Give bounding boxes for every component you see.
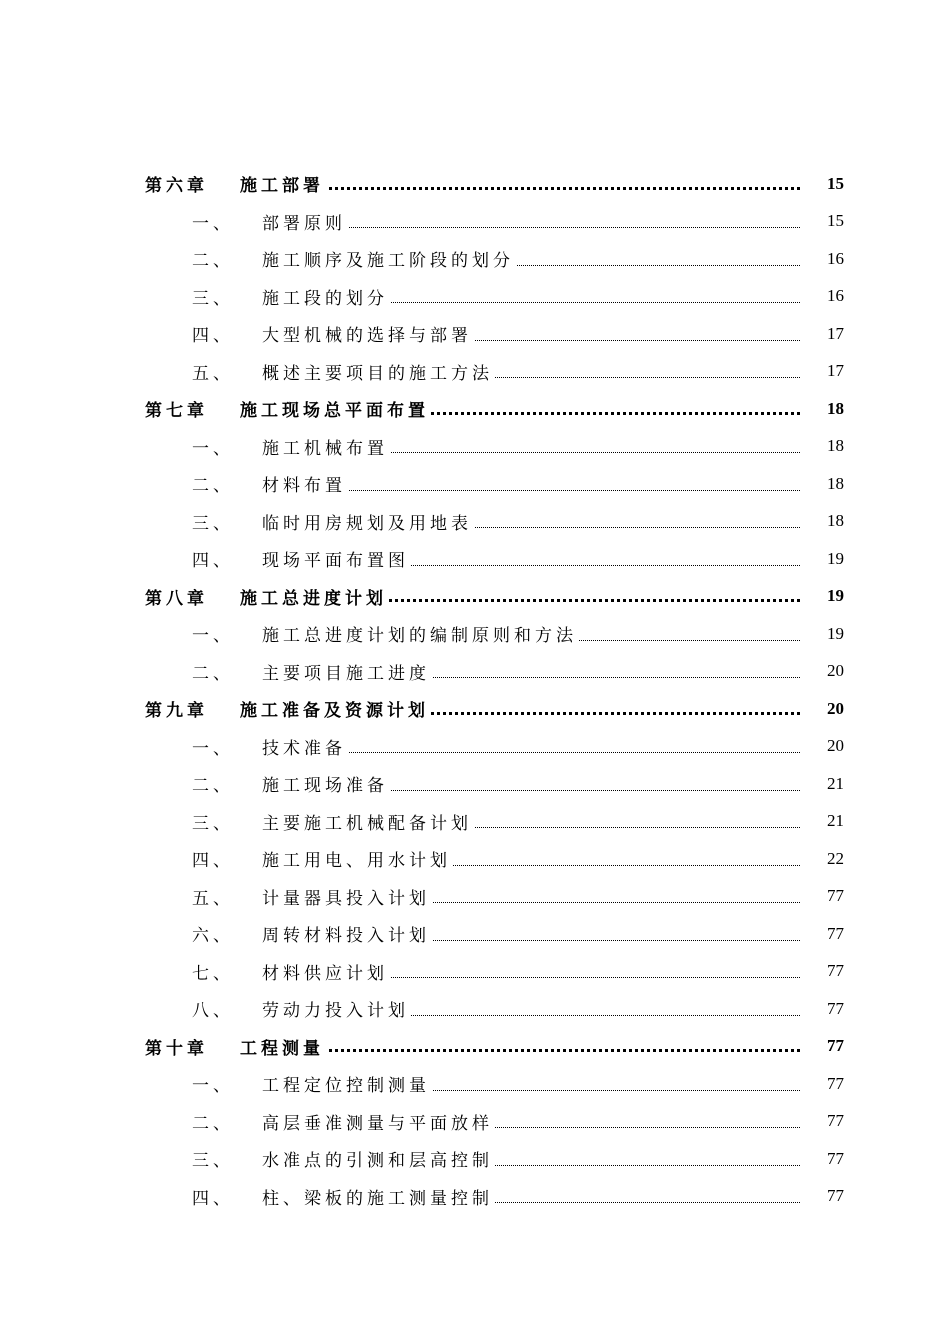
- toc-section-row[interactable]: [0, 765, 950, 803]
- page-number: 77: [827, 961, 844, 981]
- section-number: 五、: [192, 888, 234, 909]
- section-number: 四、: [192, 851, 234, 872]
- page-number: 19: [827, 548, 844, 568]
- toc-section-row[interactable]: [0, 990, 950, 1028]
- chapter-number: 第十章: [145, 1038, 208, 1059]
- section-title: 现场平面布置图: [262, 546, 411, 571]
- section-number: 四、: [192, 326, 234, 347]
- toc-section-row[interactable]: [0, 840, 950, 878]
- page-number: 18: [827, 398, 844, 418]
- chapter-title: 施工总进度计划: [240, 584, 389, 609]
- chapter-title: 施工准备及资源计划: [240, 696, 431, 721]
- page-number: 19: [827, 586, 844, 606]
- toc-chapter-row[interactable]: [0, 390, 950, 428]
- section-title: 劳动力投入计划: [262, 996, 411, 1021]
- toc-section-row[interactable]: [0, 653, 950, 691]
- section-number: 二、: [192, 251, 234, 272]
- section-number: 三、: [192, 1151, 234, 1172]
- page-number: 18: [827, 511, 844, 531]
- chapter-number: 第七章: [145, 401, 208, 422]
- page-number: 20: [827, 661, 844, 681]
- toc-section-row[interactable]: [0, 315, 950, 353]
- page-number: 77: [827, 1111, 844, 1131]
- toc-chapter-row[interactable]: [0, 690, 950, 728]
- page-number: 21: [827, 773, 844, 793]
- toc-section-row[interactable]: [0, 728, 950, 766]
- page-number: 15: [827, 173, 844, 193]
- section-number: 二、: [192, 476, 234, 497]
- page-number: 15: [827, 211, 844, 231]
- toc-section-row[interactable]: [0, 353, 950, 391]
- chapter-number: 第六章: [145, 176, 208, 197]
- toc-section-row[interactable]: [0, 203, 950, 241]
- page-number: 22: [827, 848, 844, 868]
- page-number: 18: [827, 436, 844, 456]
- section-number: 三、: [192, 813, 234, 834]
- page-number: 77: [827, 923, 844, 943]
- page-number: 77: [827, 886, 844, 906]
- toc-section-row[interactable]: [0, 278, 950, 316]
- table-of-contents: [0, 165, 950, 1215]
- section-title: 材料供应计划: [262, 959, 390, 984]
- page-number: 18: [827, 473, 844, 493]
- page-number: 77: [827, 1073, 844, 1093]
- toc-section-row[interactable]: [0, 803, 950, 841]
- section-title: 技术准备: [262, 734, 348, 759]
- section-title: 工程定位控制测量: [262, 1071, 432, 1096]
- section-title: 施工顺序及施工阶段的划分: [262, 246, 516, 271]
- section-number: 五、: [192, 363, 234, 384]
- toc-chapter-row[interactable]: [0, 165, 950, 203]
- section-title: 主要施工机械配备计划: [262, 809, 474, 834]
- toc-section-row[interactable]: [0, 465, 950, 503]
- section-title: 水准点的引测和层高控制: [262, 1146, 495, 1171]
- section-number: 二、: [192, 663, 234, 684]
- section-number: 一、: [192, 438, 234, 459]
- page-number: 17: [827, 361, 844, 381]
- section-number: 三、: [192, 288, 234, 309]
- section-number: 四、: [192, 1188, 234, 1209]
- toc-chapter-row[interactable]: [0, 1028, 950, 1066]
- page-number: 19: [827, 623, 844, 643]
- section-number: 七、: [192, 963, 234, 984]
- toc-section-row[interactable]: [0, 503, 950, 541]
- section-title: 施工总进度计划的编制原则和方法: [262, 621, 579, 646]
- section-title: 部署原则: [262, 209, 348, 234]
- section-title: 主要项目施工进度: [262, 659, 432, 684]
- section-number: 二、: [192, 1113, 234, 1134]
- section-title: 施工机械布置: [262, 434, 390, 459]
- toc-section-row[interactable]: [0, 540, 950, 578]
- section-title: 周转材料投入计划: [262, 921, 432, 946]
- page-number: 17: [827, 323, 844, 343]
- section-title: 施工段的划分: [262, 284, 390, 309]
- page-number: 21: [827, 811, 844, 831]
- section-title: 概述主要项目的施工方法: [262, 359, 495, 384]
- toc-section-row[interactable]: [0, 953, 950, 991]
- chapter-title: 施工现场总平面布置: [240, 396, 431, 421]
- section-title: 施工用电、用水计划: [262, 846, 453, 871]
- toc-section-row[interactable]: [0, 878, 950, 916]
- chapter-number: 第八章: [145, 588, 208, 609]
- section-number: 三、: [192, 513, 234, 534]
- section-number: 四、: [192, 551, 234, 572]
- chapter-title: 施工部署: [240, 171, 326, 196]
- section-number: 一、: [192, 213, 234, 234]
- section-number: 一、: [192, 738, 234, 759]
- toc-section-row[interactable]: [0, 240, 950, 278]
- page-number: 20: [827, 698, 844, 718]
- toc-section-row[interactable]: [0, 1140, 950, 1178]
- chapter-number: 第九章: [145, 701, 208, 722]
- section-number: 八、: [192, 1001, 234, 1022]
- toc-section-row[interactable]: [0, 915, 950, 953]
- section-number: 一、: [192, 626, 234, 647]
- toc-chapter-row[interactable]: [0, 578, 950, 616]
- page-number: 16: [827, 248, 844, 268]
- page-number: 77: [827, 1148, 844, 1168]
- toc-section-row[interactable]: [0, 1178, 950, 1216]
- section-title: 计量器具投入计划: [262, 884, 432, 909]
- section-title: 大型机械的选择与部署: [262, 321, 474, 346]
- section-title: 高层垂准测量与平面放样: [262, 1109, 495, 1134]
- toc-section-row[interactable]: [0, 615, 950, 653]
- toc-section-row[interactable]: [0, 428, 950, 466]
- section-number: 一、: [192, 1076, 234, 1097]
- section-title: 柱、梁板的施工测量控制: [262, 1184, 495, 1209]
- page-number: 77: [827, 1036, 844, 1056]
- page-number: 20: [827, 736, 844, 756]
- section-number: 二、: [192, 776, 234, 797]
- toc-section-row[interactable]: [0, 1065, 950, 1103]
- section-title: 材料布置: [262, 471, 348, 496]
- page-number: 77: [827, 998, 844, 1018]
- page-number: 77: [827, 1186, 844, 1206]
- section-title: 临时用房规划及用地表: [262, 509, 474, 534]
- page-number: 16: [827, 286, 844, 306]
- section-title: 施工现场准备: [262, 771, 390, 796]
- chapter-title: 工程测量: [240, 1034, 326, 1059]
- toc-section-row[interactable]: [0, 1103, 950, 1141]
- section-number: 六、: [192, 926, 234, 947]
